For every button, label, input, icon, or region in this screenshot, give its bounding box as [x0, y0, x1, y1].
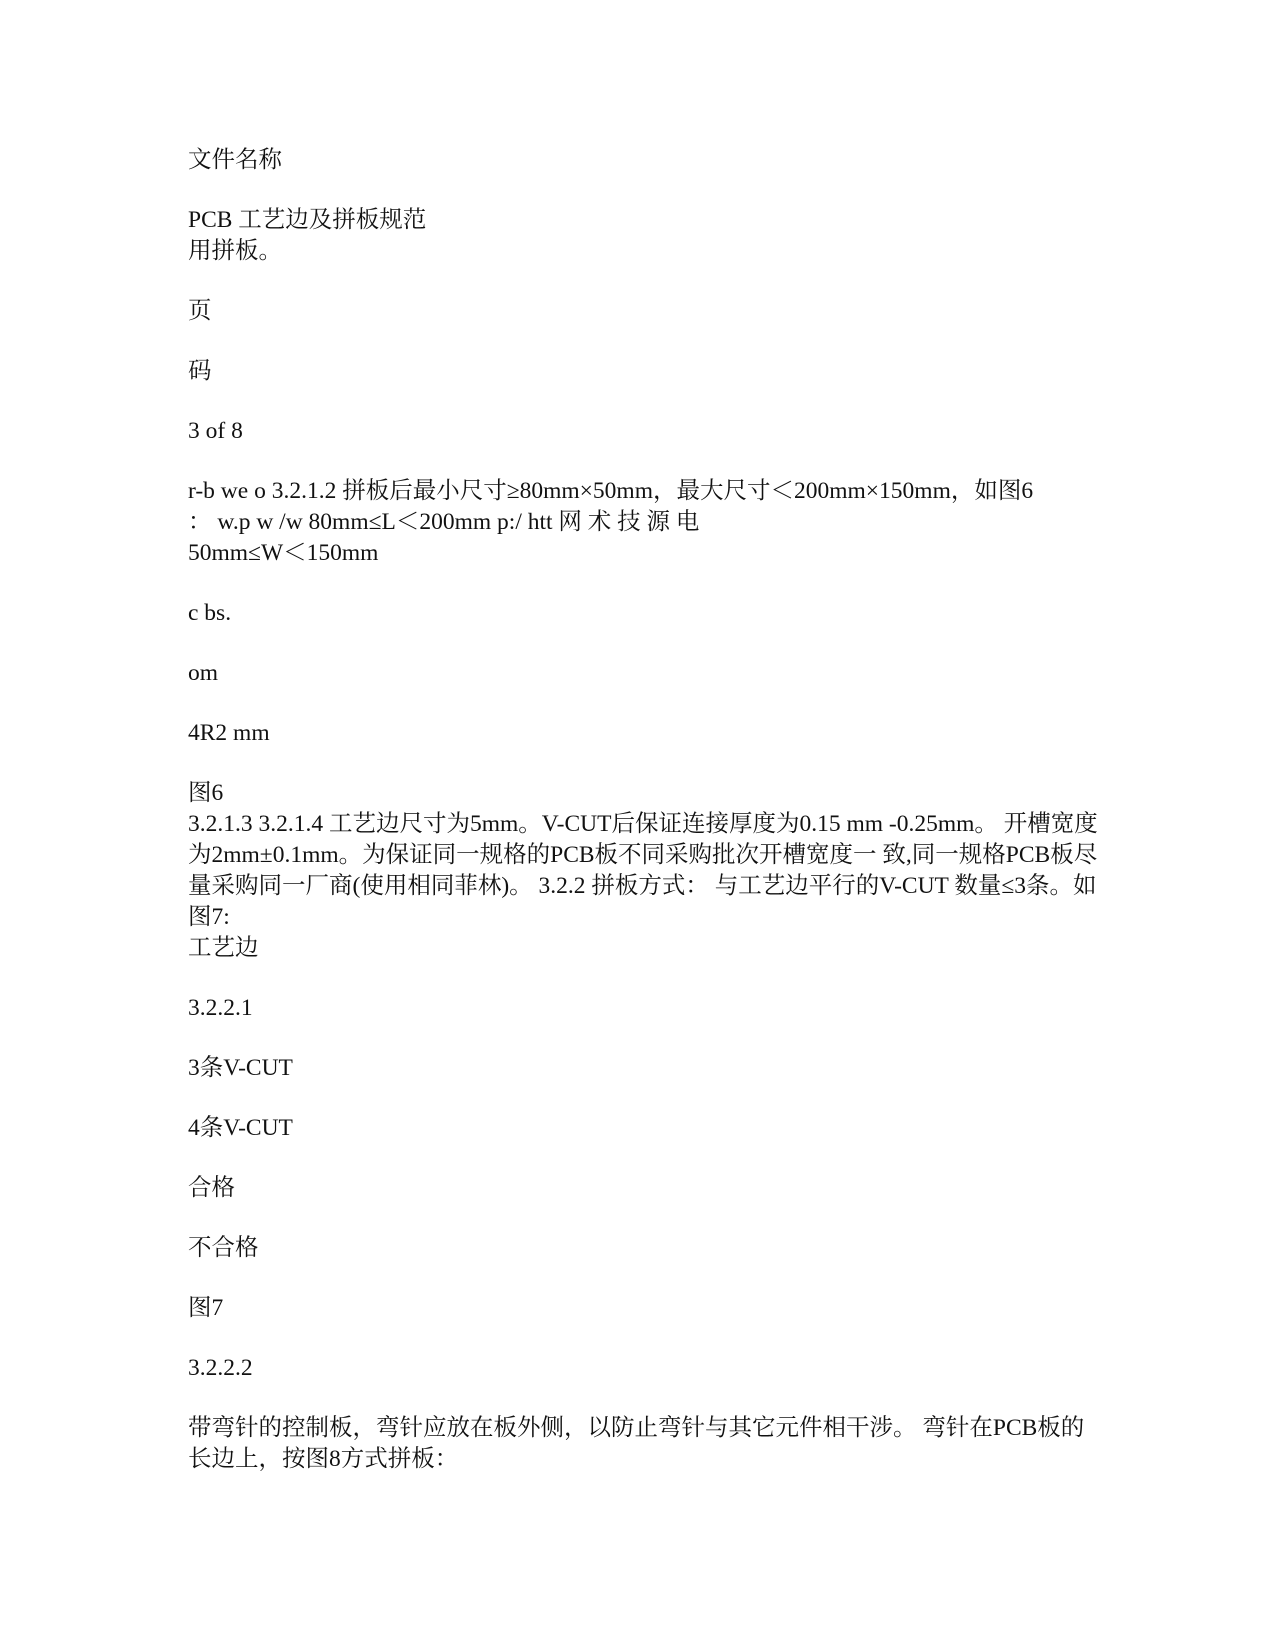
document-body	[188, 145, 1098, 1475]
page-label-char-2: 码	[188, 358, 212, 384]
header-label: 文件名称	[188, 147, 282, 173]
process-edge-label: 工艺边	[188, 935, 259, 961]
document-title-continuation: 用拼板。	[188, 238, 282, 264]
qualified-label: 合格	[188, 1175, 235, 1201]
section-3212-line-2: ： w.p w /w 80mm≤L＜200mm p:/ htt 网 术 技 源 电	[188, 509, 700, 535]
section-3212-line-1: r-b we o 3.2.1.2 拼板后最小尺寸≥80mm×50mm，最大尺寸＜200mm×150mm，如图6	[188, 478, 1034, 504]
section-3213-paragraph: 3.2.1.3 3.2.1.4 工艺边尺寸为5mm。V-CUT后保证连接厚度为0.15 mm -0.25mm。 开槽宽度为2mm±0.1mm。为保证同一规格的PCB板不同采购批次开槽宽度一 致,同一规格PCB板尽量采购同一厂商(使用相同菲林)。 3.2.2 拼板方式： 与工艺边平行的V-CUT 数量≤3条。如图7:	[188, 811, 1098, 930]
document-title: PCB 工艺边及拼板规范	[188, 207, 427, 233]
fragment-text: om	[188, 660, 219, 686]
fragment-text: c bs.	[188, 600, 232, 626]
vcut-3-label: 3条V-CUT	[188, 1055, 293, 1081]
figure-7-caption: 图7	[188, 1295, 224, 1321]
section-3212-line-3: 50mm≤W＜150mm	[188, 540, 379, 566]
section-3221-heading: 3.2.2.1	[188, 995, 253, 1021]
fragment-text: 4R2 mm	[188, 720, 270, 746]
unqualified-label: 不合格	[188, 1235, 259, 1261]
page-number: 3 of 8	[188, 418, 243, 444]
vcut-4-label: 4条V-CUT	[188, 1115, 293, 1141]
bent-pin-paragraph: 带弯针的控制板，弯针应放在板外侧，以防止弯针与其它元件相干涉。 弯针在PCB板的长边上，按图8方式拼板：	[188, 1415, 1085, 1472]
page-label-char-1: 页	[188, 298, 212, 324]
section-3222-heading: 3.2.2.2	[188, 1355, 253, 1381]
figure-6-caption: 图6	[188, 780, 224, 806]
